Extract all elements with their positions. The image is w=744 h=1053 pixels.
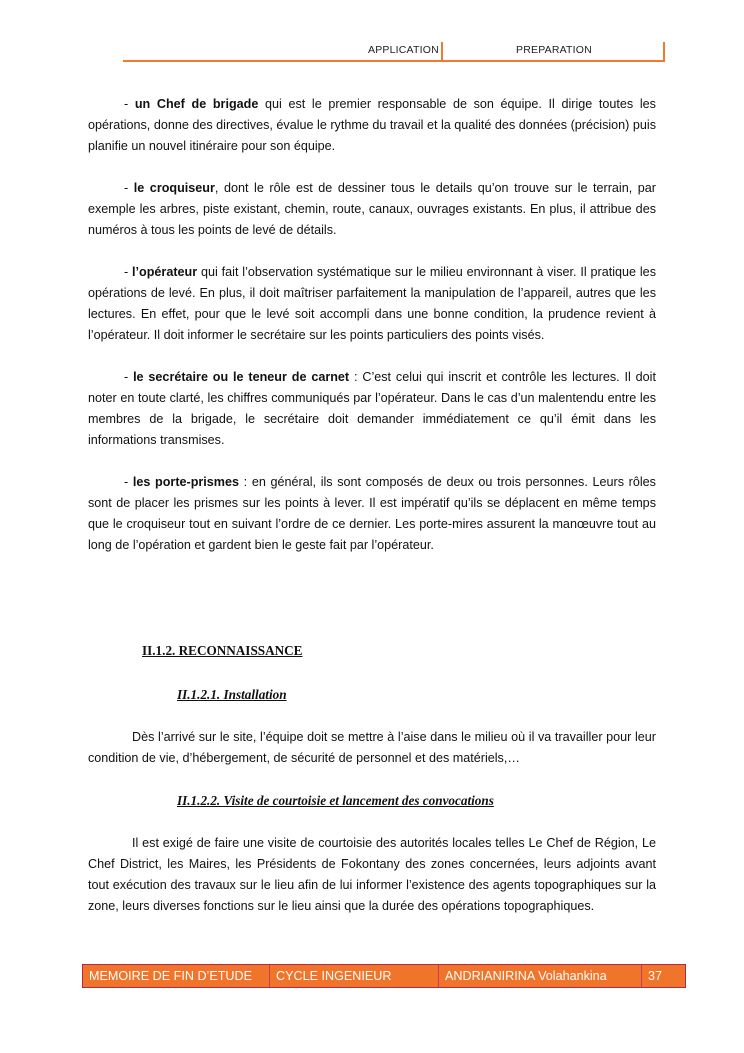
header-end-mark [663,42,665,60]
header-separator [441,42,443,60]
paragraph-operateur: - l’opérateur qui fait l’observation systématique sur le milieu environnant à viser. Il pratique les opérations de levé. En plus, il doit maîtriser parfaitement la manipulation de l’appareil, autres que les lectures. En effet, pour que le levé soit accompli dans une bonne condition, la prudence revient à l’opérateur. Il doit informer le secrétaire sur les points particuliers des points visés. [88,265,656,342]
header-preparation: PREPARATION [516,44,592,56]
footer-author: ANDRIANIRINA Volahankina [439,965,642,987]
paragraph-croquiseur: - le croquiseur, dont le rôle est de dessiner tous le details qu’on trouve sur le terrain, par exemple les arbres, piste existant, chemin, route, canaux, ouvrages existants. En plus, il attribue des numéros à tous les points de levé de détails. [88,181,656,237]
paragraph-chef-brigade: - un Chef de brigade qui est le premier responsable de son équipe. Il dirige toutes les opérations, donne des directives, évalue le rythme du travail et la qualité des données (précision) puis planifie un nouvel itinéraire pour son équipe. [88,97,656,153]
paragraph-porte-prismes: - les porte-prismes : en général, ils sont composés de deux ou trois personnes. Leurs rôles sont de placer les prismes sur les points à lever. Il est impératif qu’ils se déplacent en même temps que le croquiseur tout en suivant l’ordre de ce dernier. Les porte-mires assurent la manœuvre tout au long de l’opération et gardent bien le geste fait par l’opérateur. [88,475,656,552]
role-paragraphs [88,94,656,577]
term-operateur: l’opérateur [132,265,198,279]
subsection-heading-installation: II.1.2.1. Installation [177,687,287,702]
page-footer [82,964,686,988]
paragraph-visite: Il est exigé de faire une visite de courtoisie des autorités locales telles Le Chef de Région, Le Chef District, les Maires, les Présidents de Fokontany des zones concernées, leurs adjoints avant tout exécution des travaux sur le lieu afin de lui informer l’existence des agents topographiques sur la zone, leurs diverses fonctions sur le lieu ainsi que la durée des opérations topographiques. [88,836,656,913]
section-heading-reconnaissance: II.1.2. RECONNAISSANCE [142,643,303,658]
footer-page-number: 37 [648,969,663,983]
term-chef-brigade: un Chef de brigade [134,97,259,111]
paragraph-installation: Dès l’arrivé sur le site, l’équipe doit se mettre à l’aise dans le milieu où il va travailler pour leur condition de vie, d’hébergement, de sécurité de personnel et des matériels,… [88,730,656,765]
term-croquiseur: le croquiseur [133,181,215,195]
term-porte-prismes: les porte-prismes [132,475,240,489]
paragraph-secretaire: - le secrétaire ou le teneur de carnet : C’est celui qui inscrit et contrôle les lectures. Il doit noter en toute clarté, les chiffres communiqués par l’opérateur. Dans le cas d’un malentendu entre les membres de la brigade, le secrétaire doit demander immédiatement ce qu’il émit dans les informations transmises. [88,370,656,447]
page-header [123,42,665,62]
footer-memoire: MEMOIRE DE FIN D’ETUDE [83,965,270,987]
header-application: APPLICATION [368,44,439,56]
footer-cycle: CYCLE INGENIEUR [270,965,439,987]
subsection-heading-visite: II.1.2.2. Visite de courtoisie et lancement des convocations [177,793,494,808]
term-secretaire: le secrétaire ou le teneur de carnet [133,370,350,384]
